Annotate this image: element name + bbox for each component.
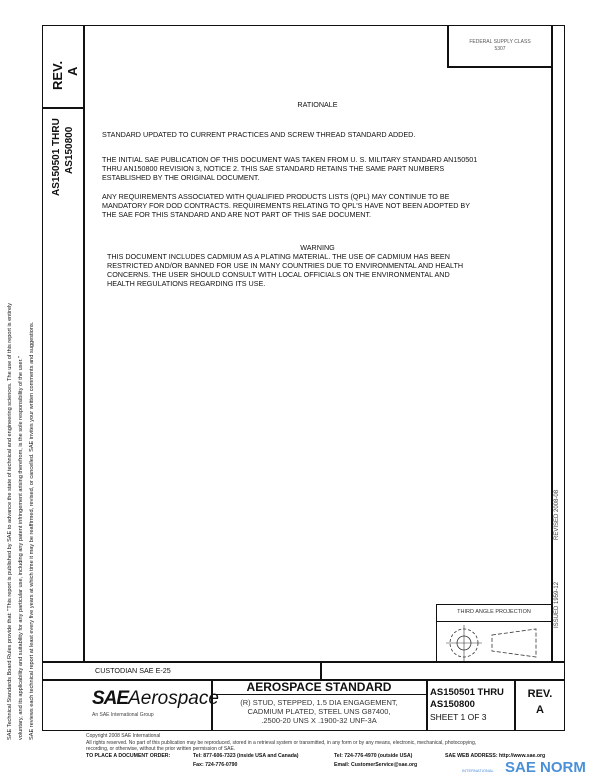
tel-inside: Tel: 877-606-7323 (inside USA and Canada) — [193, 753, 299, 759]
revised-date: REVISED 2008-08 — [554, 489, 560, 540]
order-label: TO PLACE A DOCUMENT ORDER: — [86, 753, 171, 759]
text-line: ESTABLISHED BY THE ORIGINAL DOCUMENT. — [102, 173, 260, 182]
divider — [42, 107, 84, 109]
supply-class-value: 5307 — [494, 46, 506, 52]
text-line: HEALTH REGULATIONS REGARDING ITS USE. — [107, 279, 266, 288]
sae-aerospace-logo — [92, 689, 219, 709]
warning-text — [107, 252, 463, 288]
side-doc-number-2: AS150800 — [64, 126, 75, 174]
rights-line-2: recording, or otherwise, without the prior written permission of SAE. — [86, 746, 236, 752]
divider — [426, 679, 428, 731]
rationale-text: STANDARD UPDATED TO CURRENT PRACTICES AND SCREW THREAD STANDARD ADDED. — [102, 130, 416, 139]
aerospace-standard-heading: AEROSPACE STANDARD — [246, 680, 392, 694]
side-doc-number-1: AS150501 THRU — [51, 118, 62, 196]
doc-number-1: AS150501 THRU — [430, 687, 504, 698]
text-line: MANDATORY FOR DOD CONTRACTS. REQUIREMENTS RELATING TO QPL'S HAVE NOT BEEN ADOPTED BY — [102, 201, 470, 210]
document-description — [212, 698, 426, 725]
text-line: .2500-20 UNS X .1900-32 UNF-3A — [261, 716, 377, 725]
logo-aerospace: Aerospace — [128, 688, 219, 709]
tel-outside: Tel: 724-776-4970 (outside USA) — [334, 753, 413, 759]
copyright: Copyright 2008 SAE International — [86, 733, 161, 739]
issued-date: ISSUED 1959-12 — [554, 581, 560, 628]
text-line: CONCERNS. THE USER SHOULD CONSULT WITH LOCAL OFFICIALS ON THE ENVIRONMENTAL AND — [107, 270, 450, 279]
divider — [436, 621, 552, 622]
text-line: THE SAE FOR THIS STANDARD AND ARE NOT PART OF THIS SAE DOCUMENT. — [102, 210, 372, 219]
divider — [320, 661, 322, 679]
logo-subtitle: An SAE International Group — [92, 712, 154, 718]
logo-sae: SAE — [92, 688, 129, 709]
rights-line-1: All rights reserved. No part of this publication may be reproduced, stored in a retrieval system or transmitted, in any form or by any means, electronic, mechanical, photocopying, — [86, 740, 477, 746]
side-rev-value: A — [65, 66, 80, 76]
supply-class-label: FEDERAL SUPPLY CLASS — [469, 39, 531, 45]
rationale-title: RATIONALE — [297, 100, 338, 109]
disclaimer-line-3: SAE reviews each technical report at least every five years at which time it may be reaffirmed, revised, or cancelled. SAE invites your written comments and suggestions. — [29, 321, 35, 740]
custodian: CUSTODIAN SAE E-25 — [95, 666, 171, 675]
text-line: (R) STUD, STEPPED, 1.5 DIA ENGAGEMENT, — [240, 698, 398, 707]
divider — [42, 661, 565, 663]
projection-label: THIRD ANGLE PROJECTION — [457, 609, 531, 615]
rev-value: A — [536, 704, 544, 716]
text-line: ANY REQUIREMENTS ASSOCIATED WITH QUALIFIED PRODUCTS LISTS (QPL) MAY CONTINUE TO BE — [102, 192, 450, 201]
disclaimer-line-1: SAE Technical Standards Board Rules provide that: "This report is published by SAE to advance the state of technical and engineering sciences. The use of this report is entirely — [7, 302, 13, 740]
text-line: THE INITIAL SAE PUBLICATION OF THIS DOCUMENT WAS TAKEN FROM U. S. MILITARY STANDARD AN150501 — [102, 155, 478, 164]
divider — [447, 66, 552, 68]
third-angle-projection-icon — [440, 623, 550, 661]
divider — [551, 25, 553, 662]
email[interactable]: Email: CustomerService@sae.org — [334, 762, 418, 768]
text-line: RESTRICTED AND/OR BANNED FOR USE IN MANY COUNTRIES DUE TO ENVIRONMENTAL AND HEALTH — [107, 261, 464, 270]
watermark-logo: SAE NORM — [505, 759, 586, 776]
side-rev-label: REV. — [50, 60, 65, 90]
divider — [83, 25, 85, 662]
web-address[interactable]: SAE WEB ADDRESS: http://www.sae.org — [445, 753, 546, 759]
paragraph-origin — [102, 155, 477, 182]
doc-number-2: AS150800 — [430, 699, 475, 710]
disclaimer-line-2: voluntary, and its applicability and suitability for any particular use, including any patent infringement arising therefrom, is the sole responsibility of the user." — [18, 356, 24, 740]
rev-label: REV. — [527, 688, 553, 700]
text-line: CADMIUM PLATED, STEEL UNS G87400, — [247, 707, 391, 716]
divider — [211, 694, 426, 695]
paragraph-qpl — [102, 192, 470, 219]
fax: Fax: 724-776-0790 — [193, 762, 238, 768]
watermark-sub: INTERNATIONAL — [462, 768, 494, 773]
sheet-number: SHEET 1 OF 3 — [430, 712, 487, 722]
text-line: THRU AN150800 REVISION 3, NOTICE 2. THIS SAE STANDARD RETAINS THE SAME PART NUMBERS — [102, 164, 445, 173]
text-line: THIS DOCUMENT INCLUDES CADMIUM AS A PLATING MATERIAL. THE USE OF CADMIUM HAS BEEN — [107, 252, 450, 261]
warning-title: WARNING — [300, 243, 335, 252]
